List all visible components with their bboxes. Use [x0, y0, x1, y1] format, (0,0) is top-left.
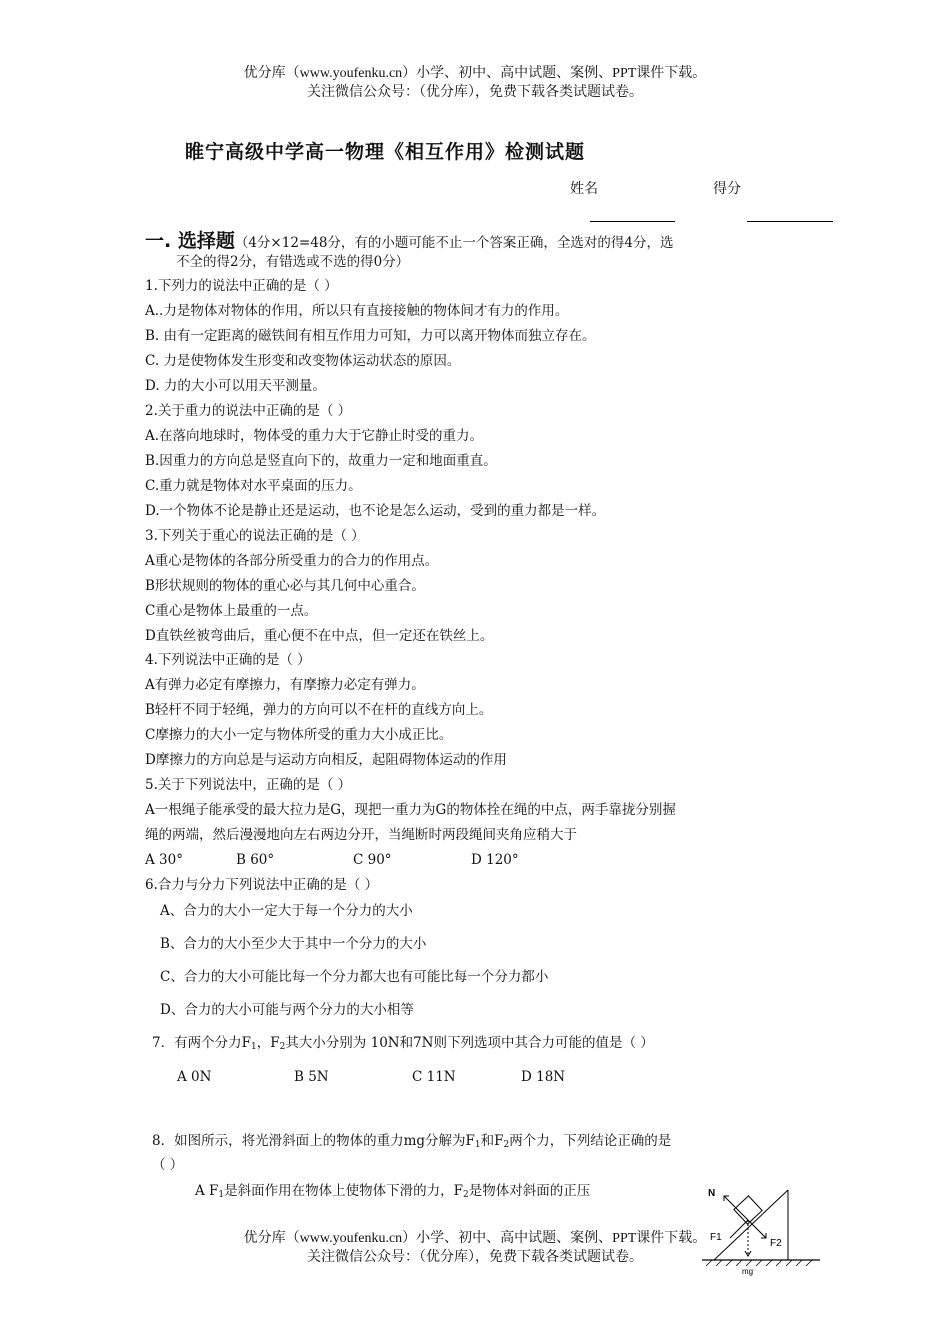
- q2-option-b: B.因重力的方向总是竖直向下的，故重力一定和地面重直。: [145, 453, 497, 469]
- q3-option-b: B形状规则的物体的重心必与其几何中心重合。: [145, 578, 425, 594]
- q7-option-b: B 5N: [294, 1069, 329, 1085]
- q6-stem: 6.合力与分力下列说法中正确的是（ ）: [145, 877, 379, 893]
- q8-a-pre: A F: [195, 1183, 219, 1199]
- q1-option-d: D. 力的大小可以用天平测量。: [145, 378, 326, 394]
- q8-a-mid: 是斜面作用在物体上使物体下滑的力，F: [224, 1183, 464, 1199]
- score-label: 得分: [713, 181, 741, 197]
- q8-a-post: 是物体对斜面的正压: [468, 1183, 591, 1199]
- q5-option-b: B 60°: [236, 852, 275, 868]
- q8-a-sub-2: 2: [463, 1190, 469, 1200]
- q7-stem: [152, 1033, 654, 1057]
- q4-option-b: B轻杆不同于轻绳，弹力的方向可以不在杆的直线方向上。: [145, 702, 493, 718]
- q2-stem: 2.关于重力的说法中正确的是（ ）: [145, 403, 352, 419]
- q5-option-a: A 30°: [145, 852, 183, 868]
- q4-option-d: D摩擦力的方向总是与运动方向相反，起阻碍物体运动的作用: [145, 752, 507, 768]
- q3-option-c: C重心是物体上最重的一点。: [145, 603, 318, 619]
- q7-stem-post: 其大小分别为 10N和7N则下列选项中其合力可能的值是（ ）: [285, 1035, 654, 1051]
- section-heading-line: [145, 226, 674, 253]
- q5-text-2: 绳的两端，然后漫漫地向左右两边分开，当绳断时两段绳间夹角应稍大于: [145, 827, 577, 843]
- score-blank[interactable]: [747, 221, 833, 222]
- q5-stem: 5.关于下列说法中，正确的是（ ）: [145, 777, 352, 793]
- q1-option-c: C. 力是使物体发生形变和改变物体运动状态的原因。: [145, 353, 461, 369]
- site-header-line-1: 优分库（www.youfenku.cn）小学、初中、高中试题、案例、PPT课件下载。: [243, 66, 707, 81]
- q3-stem: 3.下列关于重心的说法正确的是（ ）: [145, 528, 365, 544]
- q8-stem-pre: 8．如图所示，将光滑斜面上的物体的重力mg分解为F: [152, 1133, 475, 1149]
- label-mg: mg: [742, 1267, 754, 1276]
- q8-stem: [152, 1131, 671, 1155]
- q4-stem: 4.下列说法中正确的是（ ）: [145, 652, 311, 668]
- q1-option-b: B. 由有一定距离的磁铁间有相互作用力可知，力可以离开物体而独立存在。: [145, 328, 596, 344]
- site-footer-line-2: 关注微信公众号：（优分库），免费下载各类试题试卷。: [307, 1250, 643, 1265]
- q7-option-d: D 18N: [521, 1069, 566, 1085]
- q5-text-1: A一根绳子能承受的最大拉力是G，现把一重力为G的物体拴在绳的中点，两手靠拢分别握: [145, 802, 676, 818]
- q4-option-a: A有弹力必定有摩擦力，有摩擦力必定有弹力。: [145, 677, 425, 693]
- q3-option-d: D直铁丝被弯曲后，重心便不在中点，但一定还在铁丝上。: [145, 628, 494, 644]
- q7-option-a: A 0N: [177, 1069, 212, 1085]
- q2-option-d: D.一个物体不论是静止还是运动，也不论是怎么运动，受到的重力都是一样。: [145, 503, 606, 519]
- q6-option-c: C、合力的大小可能比每一个分力都大也有可能比每一个分力都小: [160, 969, 549, 985]
- section-heading: 一. 选择题: [145, 230, 235, 252]
- q8-a-sub-1: 1: [218, 1190, 225, 1200]
- q8-paren: （ ）: [152, 1157, 184, 1173]
- q6-option-a: A、合力的大小一定大于每一个分力的大小: [160, 903, 413, 919]
- q8-option-a: [195, 1181, 590, 1205]
- q6-option-d: D、合力的大小可能与两个分力的大小相等: [160, 1002, 414, 1018]
- q8-sub-2: 2: [503, 1140, 510, 1150]
- q5-option-d: D 120°: [471, 852, 519, 868]
- q5-option-c: C 90°: [353, 852, 392, 868]
- q2-option-c: C.重力就是物体对水平桌面的压力。: [145, 478, 362, 494]
- q8-sub-1: 1: [474, 1140, 481, 1150]
- q7-stem-pre: 7．有两个分力F: [152, 1035, 251, 1051]
- q4-option-c: C摩擦力的大小一定与物体所受的重力大小成正比。: [145, 727, 453, 743]
- q7-sub-2: 2: [279, 1042, 286, 1052]
- q1-stem: 1.下列力的说法中正确的是（ ）: [145, 278, 338, 294]
- q7-sub-1: 1: [250, 1042, 257, 1052]
- q8-stem-mid: 和F: [480, 1133, 504, 1149]
- label-n: N: [708, 1188, 716, 1199]
- label-f2: F2: [770, 1238, 782, 1249]
- name-label: 姓名: [570, 181, 598, 197]
- site-footer-line-1: 优分库（www.youfenku.cn）小学、初中、高中试题、案例、PPT课件下载。: [243, 1231, 707, 1246]
- q1-option-a: A..力是物体对物体的作用，所以只有直接接触的物体间才有力的作用。: [145, 303, 569, 319]
- name-blank[interactable]: [590, 221, 675, 222]
- site-header-line-2: 关注微信公众号：（优分库），免费下载各类试题试卷。: [307, 85, 643, 100]
- q2-option-a: A.在落向地球时，物体受的重力大于它静止时受的重力。: [145, 428, 484, 444]
- section-note-2: 不全的得2分，有错选或不选的得0分）: [176, 254, 410, 270]
- label-f1: F1: [710, 1232, 722, 1243]
- page-title: 睢宁高级中学高一物理《相互作用》检测试题: [185, 141, 586, 163]
- q3-option-a: A重心是物体的各部分所受重力的合力的作用点。: [145, 553, 439, 569]
- q7-stem-mid: ，F: [256, 1035, 280, 1051]
- q8-stem-post: 两个力，下列结论正确的是: [509, 1133, 672, 1149]
- section-note-1: （4分×12=48分，有的小题可能不止一个答案正确，全选对的得4分，选: [234, 235, 674, 251]
- q7-option-c: C 11N: [412, 1069, 456, 1085]
- q6-option-b: B、合力的大小至少大于其中一个分力的大小: [160, 936, 427, 952]
